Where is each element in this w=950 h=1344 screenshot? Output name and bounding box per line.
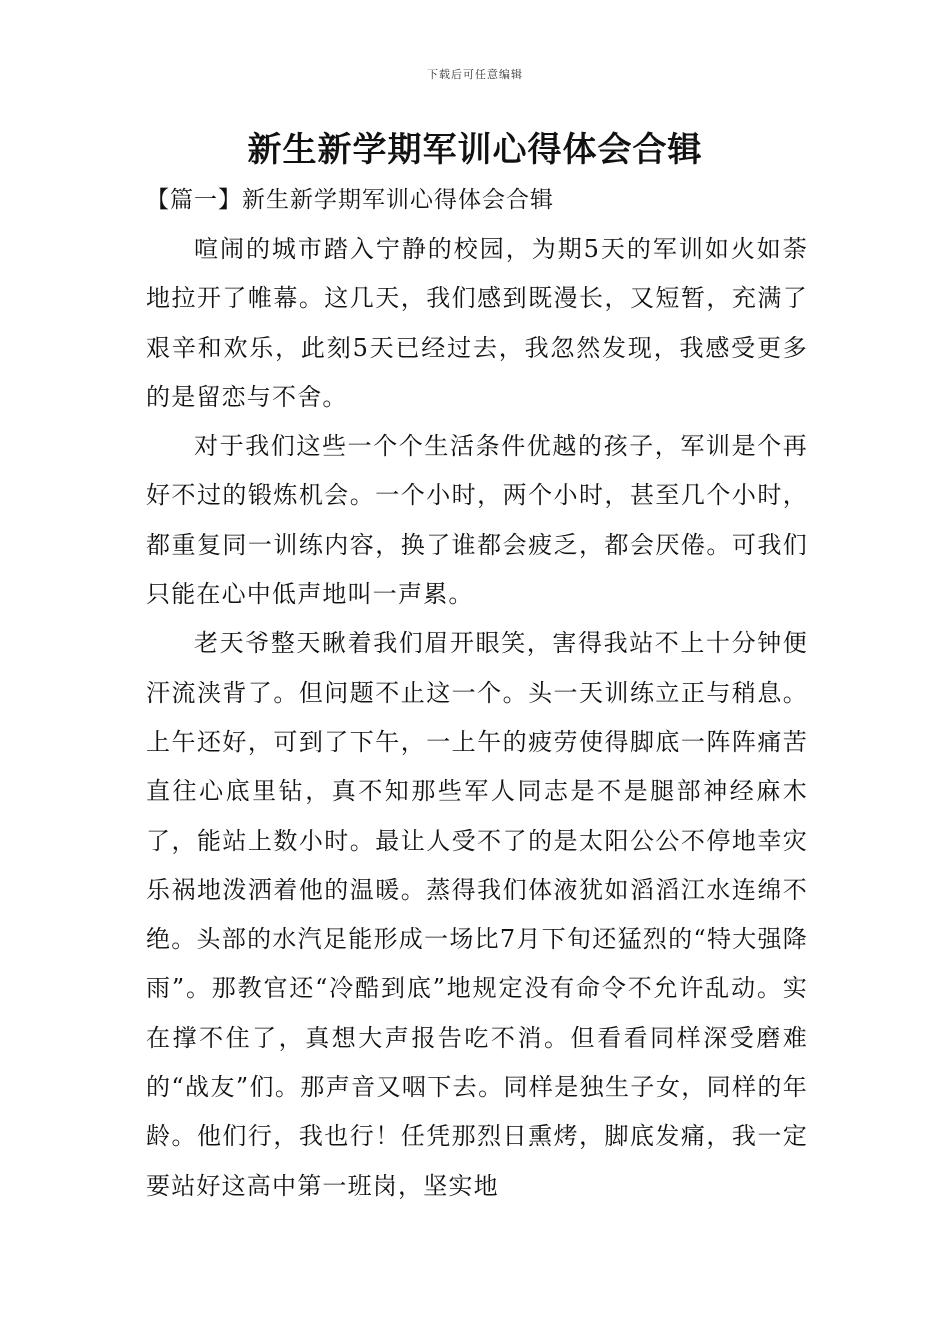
paragraph: 对于我们这些一个个生活条件优越的孩子，军训是个再好不过的锻炼机会。一个小时，两个小时，甚至几个小时，都重复同一训练内容，换了谁都会疲乏，都会厌倦。可我们只能在心中低声地叫一声累。 <box>146 432 808 609</box>
paragraph: 老天爷整天瞅着我们眉开眼笑，害得我站不上十分钟便汗流浃背了。但问题不止这一个。头一天训练立正与稍息。上午还好，可到了下午，一上午的疲劳使得脚底一阵阵痛苦直往心底里钻，真不知那些军人同志是不是腿部神经麻木了，能站上数小时。最让人受不了的是太阳公公不停地幸灾乐祸地泼洒着他的温暖。蒸得我们体液犹如滔滔江水连绵不绝。头部的水汽足能形成一场比7月下旬还猛烈的“特大强降雨”。那教官还“冷酷到底”地规定没有命令不允许乱动。实在撑不住了，真想大声报告吃不消。但看看同样深受磨难的“战友”们。那声音又咽下去。同样是独生子女，同样的年龄。他们行，我也行！任凭那烈日熏烤，脚底发痛，我一定要站好这高中第一班岗，坚实地 <box>146 629 808 1200</box>
document-title: 新生新学期军训心得体会合辑 <box>247 130 703 170</box>
header-note: 下载后可任意编辑 <box>427 68 523 81</box>
document-body <box>146 225 808 1211</box>
section-heading: 【篇一】新生新学期军训心得体会合辑 <box>146 187 554 213</box>
paragraph: 喧闹的城市踏入宁静的校园，为期5天的军训如火如荼地拉开了帷幕。这几天，我们感到既漫长，又短暂，充满了艰辛和欢乐，此刻5天已经过去，我忽然发现，我感受更多的是留恋与不舍。 <box>146 235 808 411</box>
